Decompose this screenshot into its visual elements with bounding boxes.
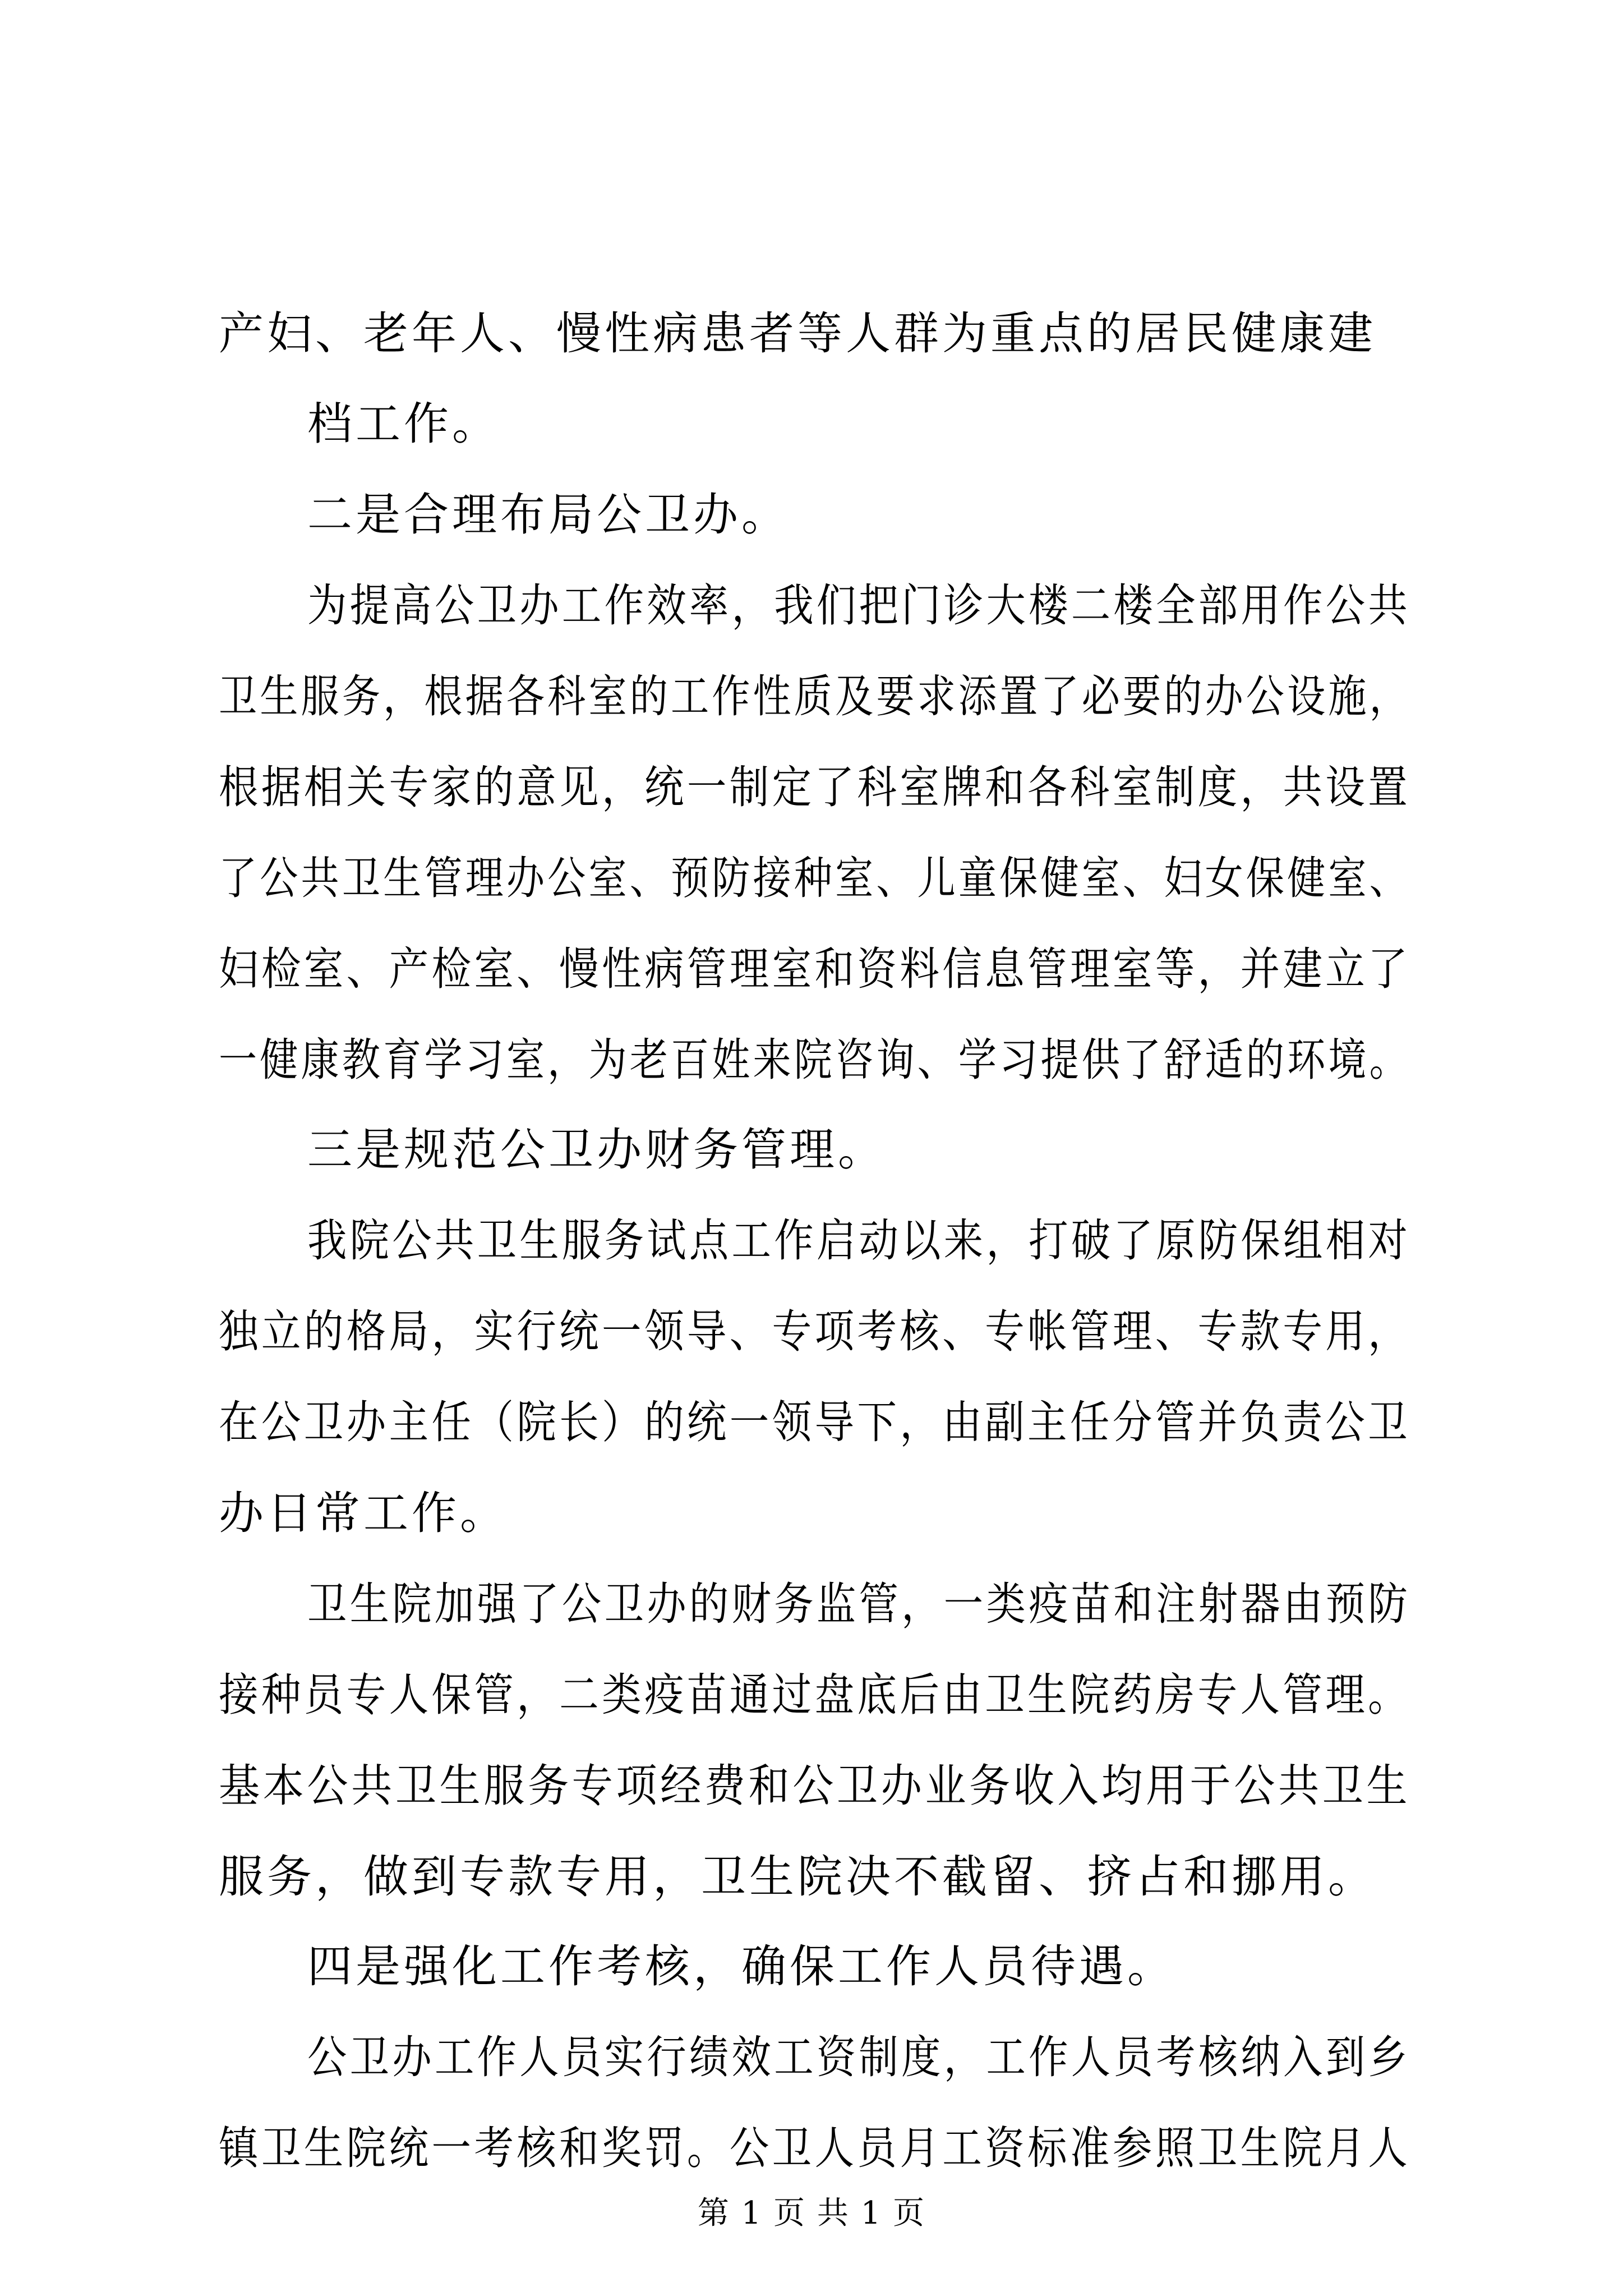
- text-line: 产妇、老年人、慢性病患者等人群为重点的居民健康建: [219, 307, 1376, 360]
- text-line: 镇卫生院统一考核和奖罚。公卫人员月工资标准参照卫生院月人: [219, 2122, 1411, 2174]
- text-line: 一健康教育学习室，为老百姓来院咨询、学习提供了舒适的环境。: [219, 1034, 1410, 1086]
- text-line: 根据相关专家的意见，统一制定了科室牌和各科室制度，共设置: [219, 761, 1411, 813]
- text-line: 卫生院加强了公卫办的财务监管，一类疫苗和注射器由预防: [307, 1578, 1411, 1630]
- text-line: 卫生服务，根据各科室的工作性质及要求添置了必要的办公设施，: [219, 670, 1410, 723]
- text-line: 我院公共卫生服务试点工作启动以来，打破了原防保组相对: [307, 1214, 1411, 1267]
- text-line: 妇检室、产检室、慢性病管理室和资料信息管理室等，并建立了: [219, 943, 1411, 995]
- text-line: 办日常工作。: [219, 1487, 508, 1539]
- page-number: 第 1 页 共 1 页: [697, 2195, 926, 2231]
- text-line: 独立的格局，实行统一领导、专项考核、专帐管理、专款专用，: [219, 1305, 1411, 1358]
- text-line: 为提高公卫办工作效率，我们把门诊大楼二楼全部用作公共: [307, 579, 1411, 632]
- text-line: 了公共卫生管理办公室、预防接种室、儿童保健室、妇女保健室、: [219, 852, 1410, 904]
- text-line: 二是合理布局公卫办。: [307, 489, 790, 541]
- text-line: 四是强化工作考核，确保工作人员待遇。: [307, 1940, 1175, 1993]
- text-line: 三是规范公卫办财务管理。: [307, 1124, 886, 1176]
- text-line: 基本公共卫生服务专项经费和公卫办业务收入均用于公共卫生: [219, 1760, 1411, 1812]
- text-line: 公卫办工作人员实行绩效工资制度，工作人员考核纳入到乡: [307, 2031, 1411, 2083]
- text-line: 在公卫办主任（院长）的统一领导下，由副主任分管并负责公卫: [219, 1396, 1411, 1448]
- text-line: 档工作。: [307, 398, 500, 450]
- text-line: 接种员专人保管，二类疫苗通过盘底后由卫生院药房专人管理。: [219, 1669, 1411, 1721]
- text-line: 服务，做到专款专用，卫生院决不截留、挤占和挪用。: [219, 1851, 1376, 1903]
